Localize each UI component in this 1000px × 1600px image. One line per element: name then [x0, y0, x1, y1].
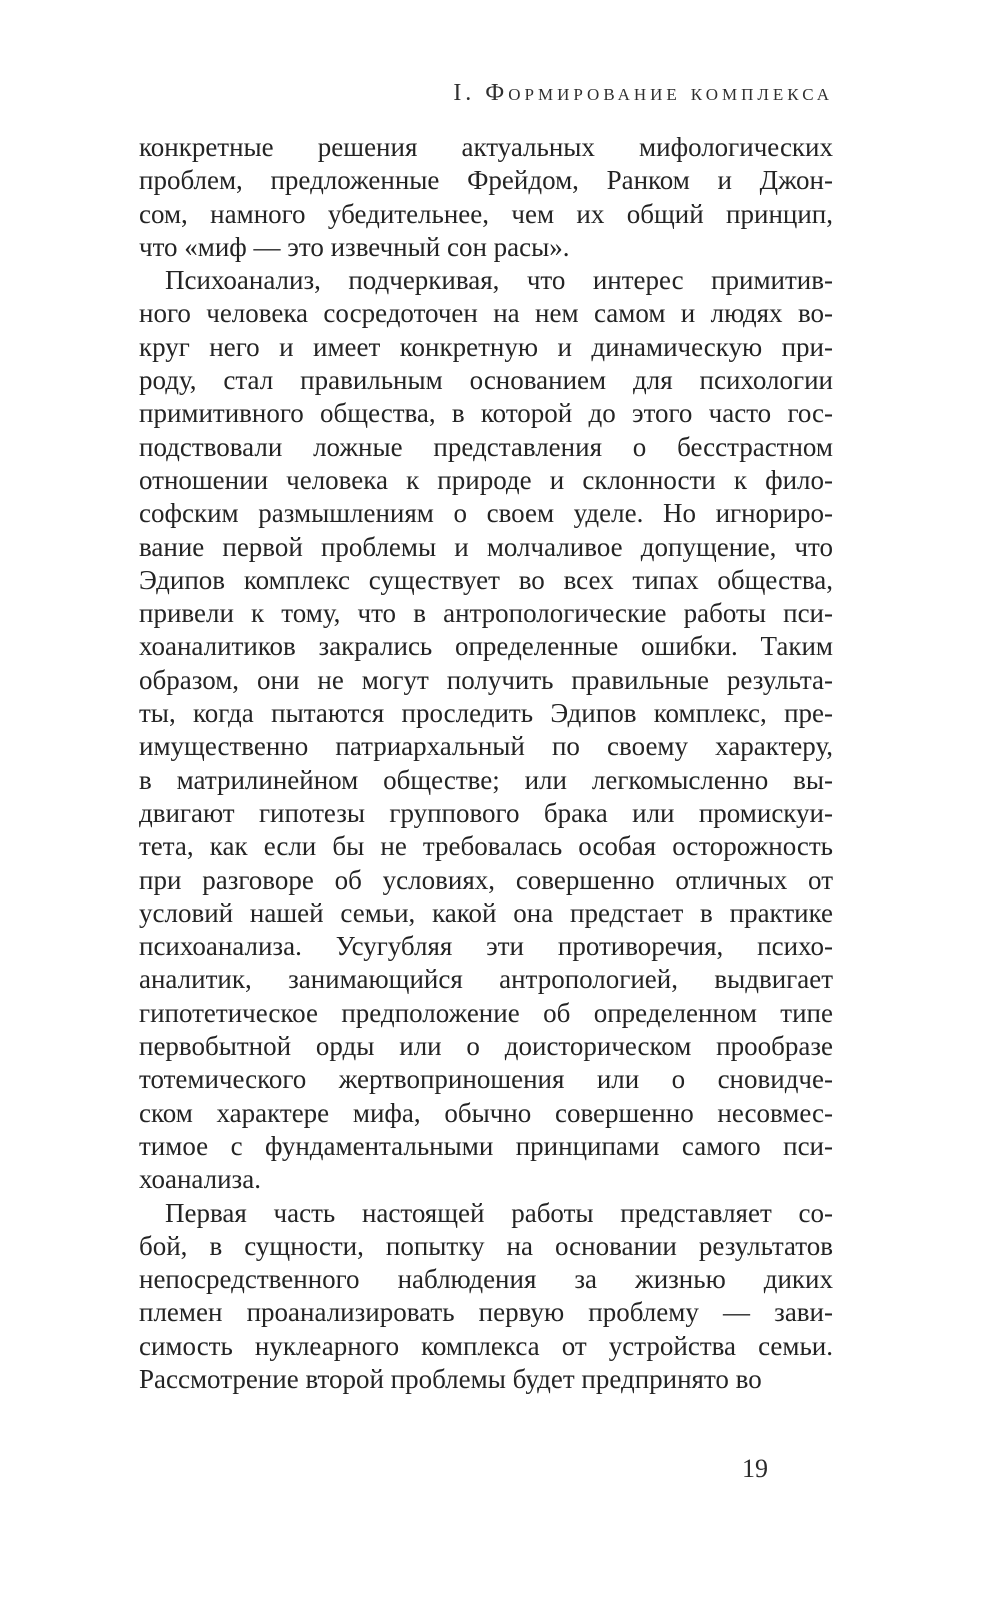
text-line: двигают гипотезы группового брака или промискуи-: [139, 797, 833, 828]
text-line: что «миф — это извечный сон расы».: [139, 231, 570, 262]
text-line: ного человека сосредоточен на нем самом и людях во-: [139, 298, 833, 329]
text-line: Психоанализ, подчеркивая, что интерес примитив-: [165, 265, 833, 296]
text-line: непосредственного наблюдения за жизнью диких: [139, 1264, 833, 1295]
text-line: отношении человека к природе и склонности к фило-: [139, 464, 833, 495]
text-line: роду, стал правильным основанием для психологии: [139, 365, 833, 396]
text-line: привели к тому, что в антропологические работы пси-: [139, 598, 833, 629]
text-line: в матрилинейном обществе; или легкомысленно вы-: [139, 764, 833, 795]
text-line: конкретные решения актуальных мифологических: [139, 132, 833, 162]
text-line: подствовали ложные представления о бесстрастном: [139, 431, 833, 462]
paragraph: [139, 264, 833, 1196]
text-line: круг него и имеет конкретную и динамическую при-: [139, 331, 833, 362]
text-line: софским размышлениям о своем уделе. Но игнориро-: [139, 498, 833, 529]
text-line: бой, в сущности, попытку на основании результатов: [139, 1230, 833, 1261]
text-line: аналитик, занимающийся антропологией, выдвигает: [139, 964, 833, 995]
text-line: тимое с фундаментальными принципами самого пси-: [139, 1130, 833, 1161]
text-line: симость нуклеарного комплекса от устройства семьи.: [139, 1330, 833, 1361]
text-line: Первая часть настоящей работы представляет со-: [165, 1197, 833, 1228]
text-line: гипотетическое предположение об определенном типе: [139, 997, 833, 1028]
text-line: племен проанализировать первую проблему — зави-: [139, 1297, 833, 1328]
text-line: при разговоре об условиях, совершенно отличных от: [139, 864, 833, 895]
text-line: условий нашей семьи, какой она предстает в практике: [139, 897, 833, 928]
text-line: хоанализа.: [139, 1164, 261, 1195]
text-line: Эдипов комплекс существует во всех типах общества,: [139, 564, 833, 595]
text-line: ты, когда пытаются проследить Эдипов комплекс, пре-: [139, 698, 833, 729]
text-line: ском характере мифа, обычно совершенно несовмес-: [139, 1097, 833, 1128]
text-line: сом, намного убедительнее, чем их общий принцип,: [139, 198, 833, 229]
text-line: психоанализа. Усугубляя эти противоречия, психо-: [139, 931, 833, 962]
paragraph: [139, 131, 833, 264]
text-line: образом, они не могут получить правильные результа-: [139, 664, 833, 695]
text-line: тета, как если бы не требовалась особая осторожность: [139, 831, 833, 862]
text-line: проблем, предложенные Фрейдом, Ранком и Джон-: [139, 165, 833, 196]
text-line: вание первой проблемы и молчаливое допущение, что: [139, 531, 833, 562]
text-line: тотемического жертвоприношения или о сновидче-: [139, 1064, 833, 1095]
text-line: имущественно патриархальный по своему характеру,: [139, 731, 833, 762]
paragraph: [139, 1197, 833, 1397]
body-text: [139, 131, 833, 1396]
text-line: Рассмотрение второй проблемы будет предпринято во: [139, 1363, 762, 1394]
running-head: I. Формирование комплекса: [453, 80, 833, 106]
page-number: 19: [742, 1454, 768, 1483]
text-line: первобытной орды или о доисторическом прообразе: [139, 1031, 833, 1062]
text-line: хоаналитиков закрались определенные ошибки. Таким: [139, 631, 833, 662]
text-line: примитивного общества, в которой до этого часто гос-: [139, 398, 833, 429]
